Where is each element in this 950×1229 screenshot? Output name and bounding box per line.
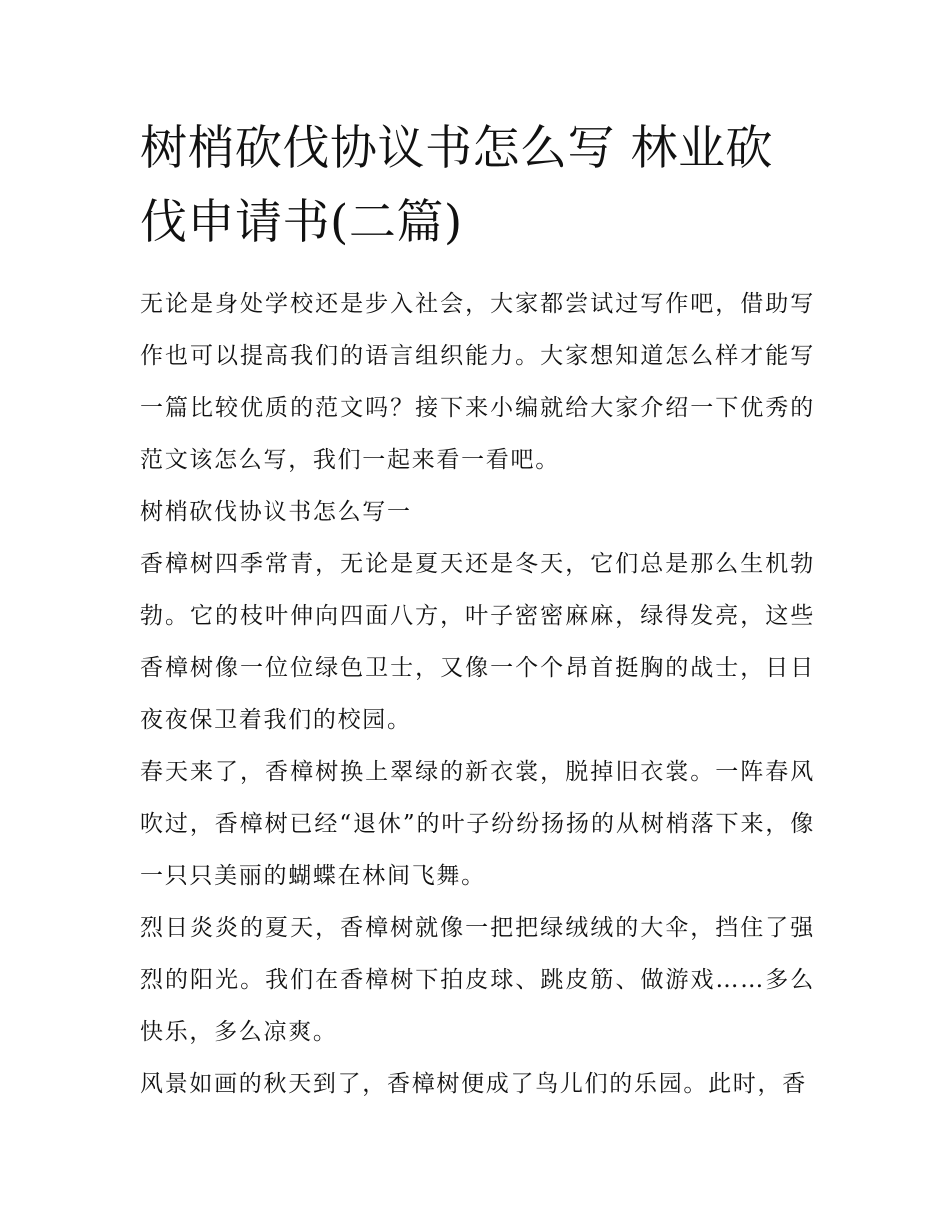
intro-paragraph: 无论是身处学校还是步入社会，大家都尝试过写作吧，借助写作也可以提高我们的语言组织能力。大家想知道怎么样才能写一篇比较优质的范文吗？接下来小编就给大家介绍一下优秀的范文该怎么写，我们一起来看一看吧。 [140,291,815,473]
body-paragraph: 春天来了，香樟树换上翠绿的新衣裳，脱掉旧衣裳。一阵春风吹过，香樟树已经“退休”的叶子纷纷扬扬的从树梢落下来，像一只只美丽的蝴蝶在林间飞舞。 [140,759,815,889]
section-heading: 树梢砍伐协议书怎么写一 [140,499,412,525]
document-content [140,112,815,1110]
body-paragraph: 烈日炎炎的夏天，香樟树就像一把把绿绒绒的大伞，挡住了强烈的阳光。我们在香樟树下拍皮球、跳皮筋、做游戏……多么快乐，多么凉爽。 [140,915,815,1045]
body-paragraph: 香樟树四季常青，无论是夏天还是冬天，它们总是那么生机勃勃。它的枝叶伸向四面八方，叶子密密麻麻，绿得发亮，这些香樟树像一位位绿色卫士，又像一个个昂首挺胸的战士，日日夜夜保卫着我们的校园。 [140,551,815,733]
body-paragraph: 风景如画的秋天到了，香樟树便成了鸟儿们的乐园。此时，香 [140,1071,807,1097]
document-title: 树梢砍伐协议书怎么写 林业砍伐申请书(二篇) [140,121,773,250]
document-body [140,278,815,1110]
